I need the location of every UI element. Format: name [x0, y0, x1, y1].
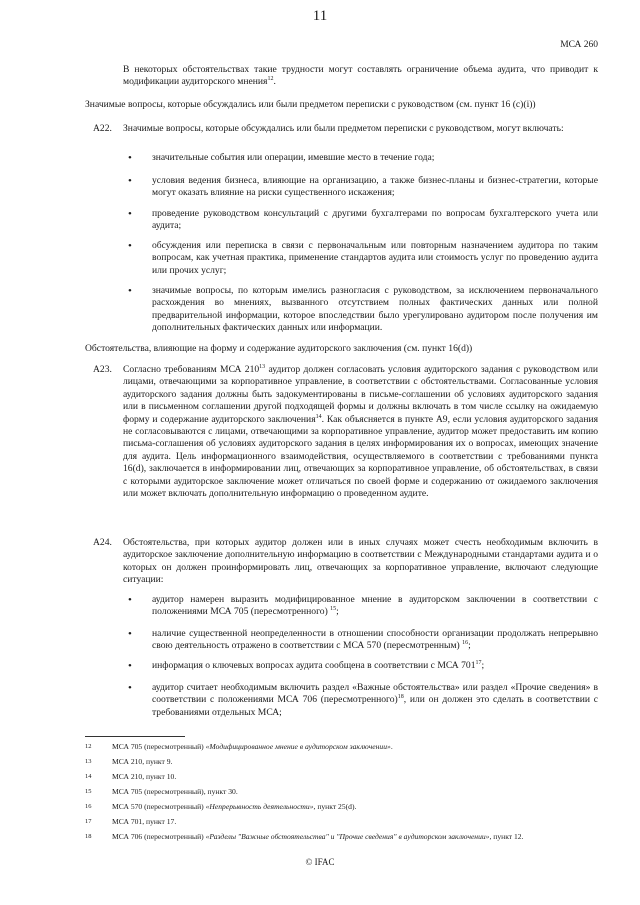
footnote-text: [112, 801, 356, 813]
a24-bullet-2: [152, 628, 598, 653]
footnote-text: [112, 831, 524, 843]
bullet-icon: •: [128, 208, 132, 220]
footnote-divider: [85, 736, 185, 737]
footnote-ref-14: 14: [315, 413, 322, 420]
a24-bullet-1: [152, 594, 598, 619]
footnote-pre: МСА 706 (пересмотренный): [112, 832, 206, 841]
a24-bullet-4-text: аудитор считает необходимым включить раздел «Важные обстоятельства» или раздел «Прочие сведения» в соответствии с положениями МСА 706 (пересмотренного): [152, 682, 598, 706]
bullet-icon: •: [128, 682, 132, 694]
footnote-title: «Непрерывность деятельности»: [205, 802, 314, 811]
a22-bullet-1: значительные события или операции, имевшие место в течение года;: [152, 152, 435, 163]
footnote-text: МСА 210, пункт 9.: [112, 757, 173, 766]
footnote-ref-17: 17: [475, 659, 482, 666]
footnote-title: «Модифицированное мнение в аудиторском заключении»: [205, 742, 391, 751]
a24-bullet-1-text: аудитор намерен выразить модифицированное мнение в аудиторском заключении в соответствии с положениями МСА 705 (пересмотренного): [152, 594, 598, 618]
bullet-icon: •: [128, 628, 132, 640]
bullet-icon: •: [128, 175, 132, 187]
a24-bullet-4: [152, 682, 598, 719]
footnote-ref-15: 15: [330, 606, 337, 613]
a22-bullet-4: обсуждения или переписка в связи с первоначальным или повторным назначением аудитора по таким вопросам, как учетная практика, применение стандартов аудита или стоимость услуг по проведению аудита или прочих услуг;: [152, 240, 598, 276]
a22-bullet-5: значимые вопросы, по которым имелись разногласия с руководством, за исключением первоначального расхождения во мнениях, вызванного отсутствием полных фактических данных или полной предварительной информации, которое впоследствии было урегулировано аудитором после получения им дополнительных фактических данных или информации.: [152, 285, 598, 334]
footnote-number: 12: [85, 743, 92, 750]
footnote-pre: МСА 570 (пересмотренный): [112, 802, 206, 811]
a24-bullet-3-end: ;: [481, 660, 485, 671]
paragraph-a22: Значимые вопросы, которые обсуждались или были предметом переписки с руководством, могут включать:: [123, 123, 564, 134]
bullet-icon: •: [128, 240, 132, 252]
a23-text-2: аудитор должен согласовать условия аудиторского задания с руководством или лицами, отвечающими за корпоративное управление, в соответствии с обстоятельствами. Согласованные условия аудиторского задания должны быть задокументированы в письме-соглашении об условиях аудиторского задания или в письменном соглашении другой подходящей формы и должны включать в том числе ссылку на ожидаемую форму и содержание аудиторского заключения: [123, 364, 598, 425]
document-code: МСА 260: [560, 40, 598, 50]
footnote-text: [112, 741, 393, 753]
footnote-number: 18: [85, 833, 92, 840]
a24-bullet-2-end: ;: [468, 640, 471, 652]
a24-bullet-2-text: наличие существенной неопределенности в отношении способности организации продолжать непрерывно свою деятельность отражено в соответствии с МСА 570 (пересмотренным): [152, 628, 598, 652]
paragraph-a24: Обстоятельства, при которых аудитор должен или в иных случаях может счесть необходимым включить в аудиторское заключение дополнительную информацию в соответствии с Международными стандартами аудита и о которых он должен проинформировать лиц, отвечающих за корпоративное управление, включают следующие ситуации:: [123, 537, 598, 586]
footnote-post: , пункт 25(d).: [313, 802, 357, 811]
footnote-text: МСА 705 (пересмотренный), пункт 30.: [112, 787, 238, 796]
a24-bullet-3-text: информация о ключевых вопросах аудита сообщена в соответствии с МСА 701: [152, 660, 476, 671]
footnote-post: .: [390, 742, 393, 751]
bullet-icon: •: [128, 152, 132, 164]
footnote-pre: МСА 705 (пересмотренный): [112, 742, 206, 751]
section-heading-significant-matters: Значимые вопросы, которые обсуждались или были предметом переписки с руководством (см. пункт 16 (c)(i)): [85, 99, 536, 110]
paragraph-label-a24: A24.: [93, 537, 112, 548]
a23-text-1: Согласно требованиям МСА 210: [123, 364, 260, 375]
footnote-number: 16: [85, 803, 92, 810]
paragraph-label-a23: A23.: [93, 364, 112, 375]
footnote-text: МСА 210, пункт 10.: [112, 772, 177, 781]
footnote-text: МСА 701, пункт 17.: [112, 817, 177, 826]
footnote-post: , пункт 12.: [489, 832, 524, 841]
footnote-ref-18: 18: [397, 694, 404, 701]
paragraph-label-a22: A22.: [93, 123, 112, 134]
a23-text-3: . Как объясняется в пункте A9, если условия аудиторского задания не согласовываются с лицами, отвечающими за корпоративное управление, аудитор может предоставить им копию письма-соглашения об условиях аудиторского задания в целях информирования их о вопросах, имеющих значение для аудита. Цель информационного взаимодействия, осуществляемого в соответствии с требованиями пункта 16(d), заключается в информировании лиц, отвечающих за корпоративное управление, об обстоятельствах, в связи с которыми аудиторское заключение может отличаться по своей форме и содержанию от ожидаемого заключения или может включать дополнительную информацию о проведенном аудите.: [123, 413, 599, 500]
footnote-title: «Разделы "Важные обстоятельства" и "Прочие сведения" в аудиторском заключении»: [205, 832, 490, 841]
footnote-number: 15: [85, 788, 92, 795]
a22-bullet-3: проведение руководством консультаций с другими бухгалтерами по вопросам бухгалтерского учета или аудита;: [152, 208, 598, 232]
footnote-number: 14: [85, 773, 92, 780]
footnote-ref-13: 13: [259, 363, 266, 370]
intro-paragraph: [123, 64, 598, 89]
a24-bullet-3: [152, 660, 598, 672]
bullet-icon: •: [128, 660, 132, 672]
paragraph-a23: [123, 364, 598, 500]
footnote-number: 17: [85, 818, 92, 825]
footnote-ref-16: 16: [462, 640, 469, 647]
a24-bullet-1-end: ;: [336, 606, 339, 618]
section-heading-report-circumstances: Обстоятельства, влияющие на форму и содержание аудиторского заключения (см. пункт 16(d)): [85, 343, 473, 354]
bullet-icon: •: [128, 594, 132, 606]
page-number: 11: [312, 8, 328, 24]
bullet-icon: •: [128, 285, 132, 297]
copyright-footer: © IFAC: [305, 857, 335, 867]
intro-end: .: [273, 76, 276, 88]
intro-text: В некоторых обстоятельствах такие трудности могут составлять ограничение объема аудита, что приводит к модификации аудиторского мнения: [123, 64, 598, 88]
footnote-number: 13: [85, 758, 92, 765]
footnote-ref-12: 12: [267, 76, 274, 83]
a24-bullet-4-end: , или он должен это сделать в соответствии с требованиями отдельных МСА;: [152, 694, 599, 718]
a22-bullet-2: условия ведения бизнеса, влияющие на организацию, а также бизнес-планы и бизнес-стратегии, которые могут оказать влияние на риски существенного искажения;: [152, 175, 598, 199]
